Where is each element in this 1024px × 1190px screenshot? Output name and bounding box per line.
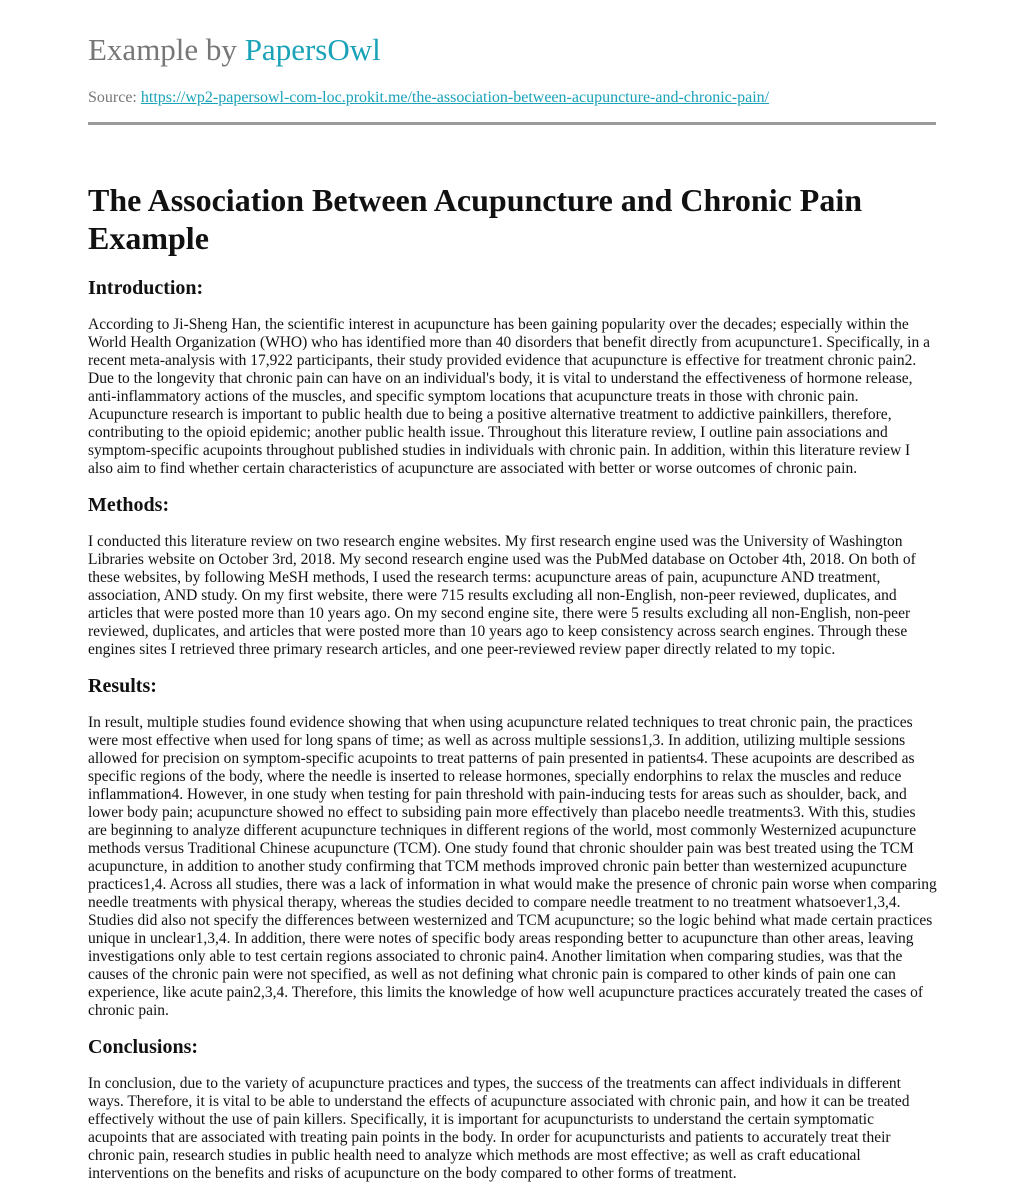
section-paragraph: In result, multiple studies found evidence showing that when using acupuncture related techniques to treat chronic pain, the practices were most effective when used for long spans of time; as well as across multiple sessions1,3. In addition, utilizing multiple sessions allowed for precision on symptom-specific acupoints to treat patterns of pain presented in patients4. These acupoints are described as specific regions of the body, where the needle is inserted to release hormones, specially endorphins to relax the muscles and reduce inflammation4. However, in one study when testing for pain threshold with pain-inducing tests for areas such as shoulder, back, and lower body pain; acupuncture showed no effect to subsiding pain more effectively than placebo needle treatments3. With this, studies are beginning to analyze different acupuncture techniques in different regions of the world, most commonly Westernized acupuncture methods versus Traditional Chinese acupuncture (TCM). One study found that chronic shoulder pain was best treated using the TCM acupuncture, in addition to another study confirming that TCM methods improved chronic pain better than westernized acupuncture practices1,4. Across all studies, there was a lack of information in what would make the presence of chronic pain worse when comparing needle treatments with physical therapy, whereas the studies decided to compare needle treatment to no treatment whatsoever1,3,4. Studies did also not specify the differences between westernized and TCM acupuncture; so the logic behind what made certain practices unique in unclear1,3,4. In addition, there were notes of specific body areas responding better to acupuncture than other areas, leaving investigations only able to test certain regions associated to chronic pain4. Another limitation when comparing studies, was that the causes of the chronic pain were not specified, as well as not defining what chronic pain is compared to other kinds of pain one can experience, like acute pain2,3,4. Therefore, this limits the knowledge of how well acupuncture practices accurately treated the cases of chronic pain. [88,714,937,1019]
brand-header [88,30,381,70]
brand-name: PapersOwl [244,32,381,67]
section-paragraph: According to Ji-Sheng Han, the scientific interest in acupuncture has been gaining popularity over the decades; especially within the World Health Organization (WHO) who has identified more than 40 disorders that benefit directly from acupuncture1. Specifically, in a recent meta-analysis with 17,922 participants, their study provided evidence that acupuncture is effective for treatment chronic pain2. Due to the longevity that chronic pain can have on an individual's body, it is vital to understand the effectiveness of hormone release, anti-inflammatory actions of the muscles, and specific symptom locations that acupuncture treats in those with chronic pain. Acupuncture research is important to public health due to being a positive alternative treatment to addictive painkillers, therefore, contributing to the opioid epidemic; another public health issue. Throughout this literature review, I outline pain associations and symptom-specific acupoints throughout published studies in individuals with chronic pain. In addition, within this literature review I also aim to find whether certain characteristics of acupuncture are associated with better or worse outcomes of chronic pain. [88,316,930,477]
section-paragraph: In conclusion, due to the variety of acupuncture practices and types, the success of the treatments can affect individuals in different ways. Therefore, it is vital to be able to understand the effects of acupuncture associated with chronic pain, and how it can be treated effectively without the use of pain killers. Specifically, it is important for acupuncturists to understand the certain symptomatic acupoints that are associated with treating pain points in the body. In order for acupuncturists and patients to accurately treat their chronic pain, research studies in public health need to analyze which methods are most effective; as well as craft educational interventions on the benefits and risks of acupuncture on the body compared to other forms of treatment. [88,1075,910,1182]
section-heading: Introduction: [88,277,204,299]
section-heading: Conclusions: [88,1036,199,1058]
section-methods [88,493,937,659]
section-heading: Results: [88,675,157,697]
section-heading: Methods: [88,494,170,516]
header-divider [88,122,936,125]
section-conclusions [88,1035,937,1183]
source-label: Source: [88,89,141,106]
section-results [88,674,937,1020]
brand-prefix: Example by [88,32,245,67]
source-link[interactable]: https://wp2-papersowl-com-loc.prokit.me/the-association-between-acupuncture-and-chronic-pain/ [140,89,770,106]
source-line [88,88,769,108]
page-title: The Association Between Acupuncture and Chronic Pain Example [88,182,863,256]
section-paragraph: I conducted this literature review on two research engine websites. My first research engine used was the University of Washington Libraries website on October 3rd, 2018. My second research engine used was the PubMed database on October 4th, 2018. On both of these websites, by following MeSH methods, I used the research terms: acupuncture areas of pain, acupuncture AND treatment, association, AND study. On my first website, there were 715 results excluding all non-English, non-peer reviewed, duplicates, and articles that were posted more than 10 years ago. On my second engine site, there were 5 results excluding all non-English, non-peer reviewed, duplicates, and articles that were posted more than 10 years ago to keep consistency across search engines. Through these engines sites I retrieved three primary research articles, and one peer-reviewed review paper directly related to my topic. [88,533,916,658]
section-introduction [88,276,937,478]
